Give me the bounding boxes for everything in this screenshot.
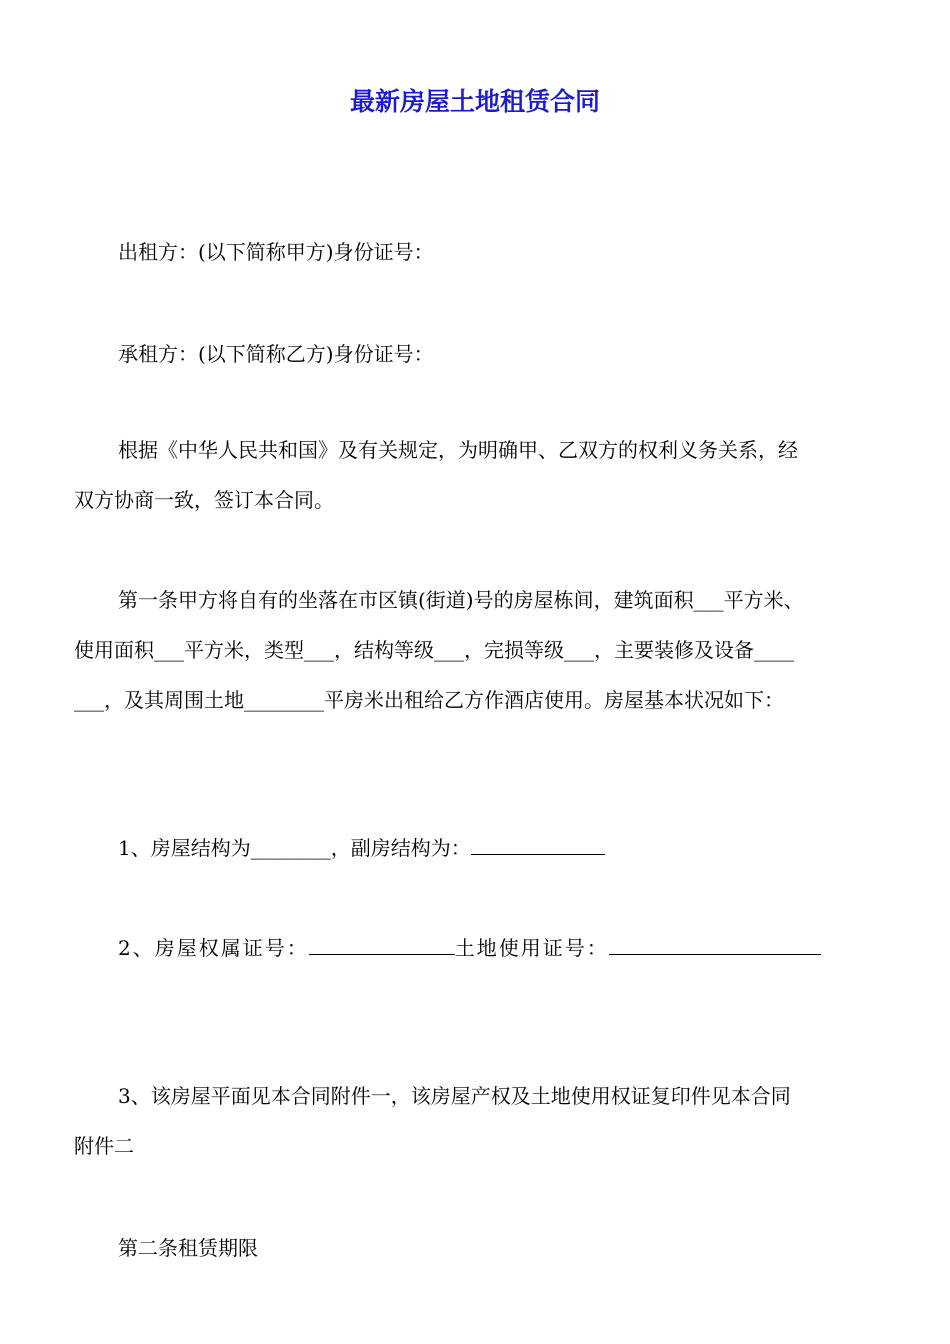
preamble-line-2: 双方协商一致，签订本合同。 xyxy=(74,488,334,512)
document-title: 最新房屋土地租赁合同 xyxy=(349,87,600,116)
item-2-text-a: 2、房屋权属证号： xyxy=(118,936,309,960)
land-cert-blank xyxy=(609,934,821,955)
item-1-line xyxy=(118,834,605,862)
item-2-text-b: 土地使用证号： xyxy=(454,936,609,960)
article-1-line-2: 使用面积___平方米，类型___，结构等级___，完损等级___，主要装修及设备____ xyxy=(74,638,794,662)
item-1-text: 1、房屋结构为________，副房结构为： xyxy=(118,836,471,860)
preamble-line-1: 根据《中华人民共和国》及有关规定，为明确甲、乙双方的权利义务关系，经 xyxy=(118,438,798,462)
article-1-line-1: 第一条甲方将自有的坐落在市区镇(街道)号的房屋栋间，建筑面积___平方米、 xyxy=(118,588,804,612)
item-3-line-2: 附件二 xyxy=(74,1134,134,1158)
article-1-line-3: ___，及其周围土地________平房米出租给乙方作酒店使用。房屋基本状况如下： xyxy=(74,688,784,712)
lessee-line: 承租方：(以下简称乙方)身份证号： xyxy=(118,342,434,366)
article-2-heading: 第二条租赁期限 xyxy=(118,1236,258,1260)
item-3-line-1: 3、该房屋平面见本合同附件一，该房屋产权及土地使用权证复印件见本合同 xyxy=(118,1084,791,1108)
sub-house-structure-blank xyxy=(471,834,605,855)
item-2-line xyxy=(118,934,821,962)
lessor-line: 出租方：(以下简称甲方)身份证号： xyxy=(118,240,434,264)
property-cert-blank xyxy=(309,934,455,955)
